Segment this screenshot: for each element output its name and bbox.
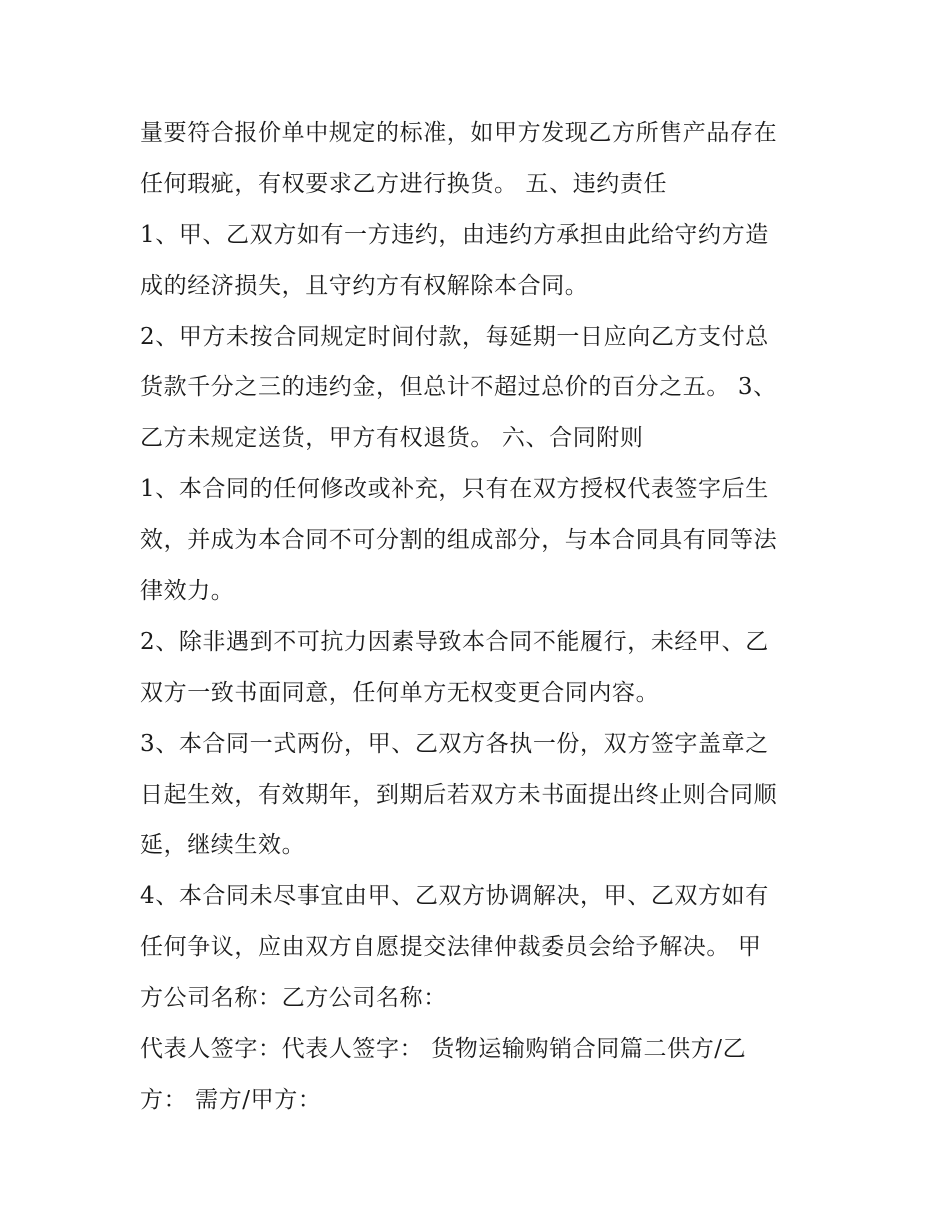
text-line: 延，继续生效。	[140, 832, 306, 859]
text-line: 成的经济损失，且守约方有权解除本合同。	[140, 272, 589, 299]
text-line: 3、本合同一式两份，甲、乙双方各执一份，双方签字盖章之	[140, 730, 769, 757]
text-line: 1、本合同的任何修改或补充，只有在双方授权代表签字后生	[140, 476, 769, 503]
text-line: 货款千分之三的违约金，但总计不超过总价的百分之五。 3、	[140, 374, 777, 401]
text-line: 方公司名称：乙方公司名称：	[140, 985, 447, 1012]
text-line: 乙方未规定送货，甲方有权退货。 六、合同附则	[140, 425, 644, 452]
contract-text	[140, 108, 830, 1126]
text-line: 4、本合同未尽事宜由甲、乙双方协调解决，甲、乙双方如有	[140, 883, 769, 910]
text-line: 1、甲、乙双方如有一方违约，由违约方承担由此给守约方造	[140, 221, 769, 248]
text-line: 任何瑕疵，有权要求乙方进行换货。 五、违约责任	[140, 170, 668, 197]
text-line: 律效力。	[140, 578, 235, 605]
text-line: 日起生效，有效期年，到期后若双方未书面提出终止则合同顺	[140, 781, 778, 808]
text-line: 代表人签字：代表人签字： 货物运输购销合同篇二供方/乙	[140, 1036, 747, 1063]
text-line: 效，并成为本合同不可分割的组成部分，与本合同具有同等法	[140, 527, 778, 554]
text-line: 方： 需方/甲方：	[140, 1086, 322, 1113]
text-line: 2、甲方未按合同规定时间付款，每延期一日应向乙方支付总	[140, 323, 769, 350]
text-line: 2、除非遇到不可抗力因素导致本合同不能履行，未经甲、乙	[140, 628, 769, 655]
text-line: 任何争议，应由双方自愿提交法律仲裁委员会给予解决。 甲	[140, 934, 762, 961]
text-line: 量要符合报价单中规定的标准，如甲方发现乙方所售产品存在	[140, 120, 778, 146]
text-line: 双方一致书面同意，任何单方无权变更合同内容。	[140, 679, 660, 706]
